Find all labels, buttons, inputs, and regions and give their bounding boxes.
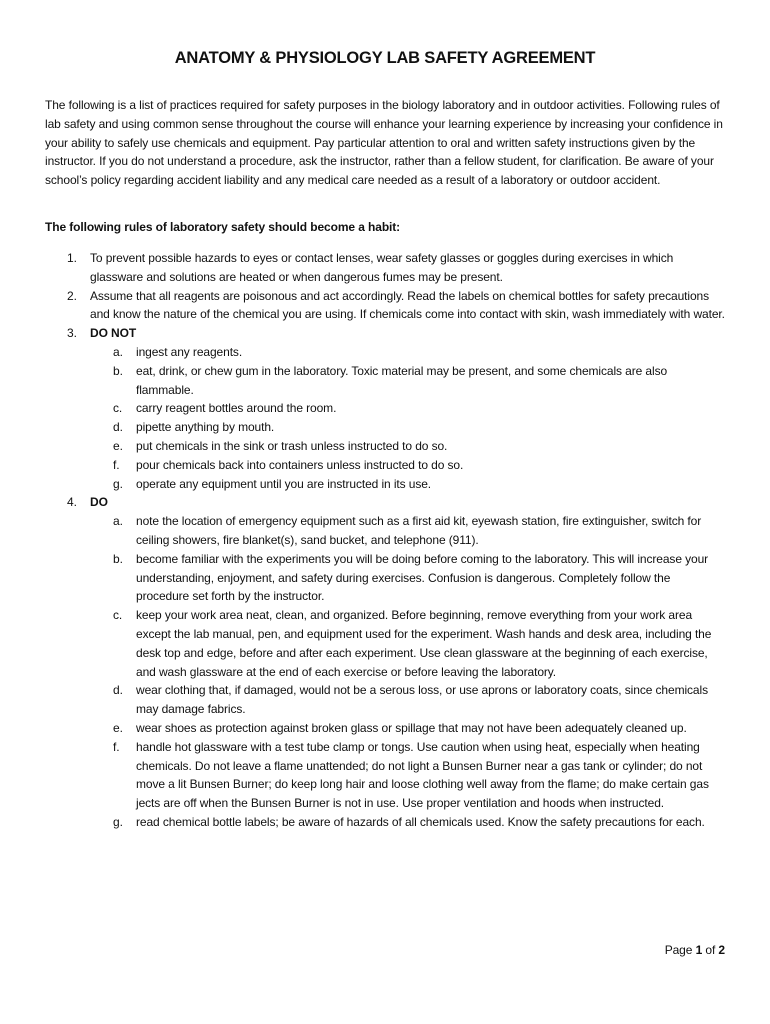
item-letter: e. <box>113 438 123 453</box>
item-text: keep your work area neat, clean, and organized. Before beginning, remove everything from your work area except the lab manual, pen, and equipment used for the experiment. Wash hands and desk area, including the desk top and edge, before and after each experiment. Use clean glassware at the beginning of each exercise, and wash glassware at the end of each exercise or before leaving the laboratory. <box>136 608 712 679</box>
item-text: put chemicals in the sink or trash unless instructed to do so. <box>136 438 448 453</box>
item-text: ingest any reagents. <box>136 344 243 359</box>
item-letter: d. <box>113 683 123 698</box>
list-item <box>45 362 725 400</box>
total-pages: 2 <box>718 943 725 957</box>
item-text: become familiar with the experiments you will be doing before coming to the laboratory. This will increase your understanding, enjoyment, and safety during exercises. Confusion is dangerous. Completely follow the procedure set forth by the instructor. <box>136 551 709 604</box>
do-not-list <box>90 343 725 493</box>
page-title: ANATOMY & PHYSIOLOGY LAB SAFETY AGREEMENT <box>174 49 596 67</box>
item-letter: c. <box>113 401 123 416</box>
rule-heading-do: DO <box>90 495 108 510</box>
item-text: pipette anything by mouth. <box>136 420 275 435</box>
current-page: 1 <box>695 943 703 957</box>
item-text: pour chemicals back into containers unless instructed to do so. <box>136 457 464 472</box>
intro-paragraph: The following is a list of practices required for safety purposes in the biology laboratory and in outdoor activities. Following rules of lab safety and using common sense throughout the course will enhance your learning experience by increasing your confidence in your ability to safely use chemicals and equipment. Pay particular attention to oral and written safety instructions given by the instructor. If you do not understand a procedure, ask the instructor, rather than a fellow student, for clarification. Be aware of your school’s policy regarding accident liability and any medical care needed as a result of a laboratory or outdoor accident. <box>45 98 723 188</box>
rule-number: 3. <box>67 326 77 341</box>
item-text: wear shoes as protection against broken glass or spillage that may not have been adequately cleaned up. <box>136 720 687 735</box>
page-label: Page <box>664 943 693 957</box>
rule-heading-do-not: DO NOT <box>90 326 137 341</box>
list-item <box>45 475 725 494</box>
item-letter: a. <box>113 344 123 359</box>
rule-number: 2. <box>67 288 77 303</box>
item-letter: b. <box>113 551 123 566</box>
list-item <box>45 550 725 606</box>
item-text: carry reagent bottles around the room. <box>136 401 337 416</box>
item-text: wear clothing that, if damaged, would not be a serous loss, or use aprons or laboratory coats, since chemicals may damage fabrics. <box>136 683 708 717</box>
item-text: operate any equipment until you are instructed in its use. <box>136 476 432 491</box>
rule-number: 1. <box>67 251 77 265</box>
list-item <box>45 512 725 550</box>
do-list <box>90 512 725 832</box>
rule-item <box>45 324 725 493</box>
list-item <box>45 437 725 456</box>
item-letter: a. <box>113 514 123 529</box>
rule-text: To prevent possible hazards to eyes or contact lenses, wear safety glasses or goggles during exercises in which glassware and solutions are heated or when dangerous fumes may be present. <box>90 251 674 284</box>
item-letter: f. <box>113 739 120 754</box>
rule-number: 4. <box>67 495 77 510</box>
item-text: handle hot glassware with a test tube clamp or tongs. Use caution when using heat, especially when heating chemicals. Do not leave a flame unattended; do not light a Bunsen Burner near a gas tank or cylinder; do not move a lit Bunsen Burner; do keep long hair and loose clothing well away from the flame; do make certain gas jects are off when the Bunsen Burner is not in use. Use proper ventilation and hoods when instructed. <box>136 739 709 811</box>
page-number <box>665 943 725 957</box>
list-item <box>45 681 725 719</box>
item-letter: c. <box>113 608 123 623</box>
item-letter: e. <box>113 720 123 735</box>
rule-item <box>45 287 725 325</box>
list-item <box>45 399 725 418</box>
item-letter: d. <box>113 420 123 435</box>
list-item <box>45 456 725 475</box>
page-of: of <box>705 943 716 957</box>
item-text: read chemical bottle labels; be aware of hazards of all chemicals used. Know the safety precautions for each. <box>136 814 705 829</box>
item-letter: b. <box>113 363 123 378</box>
rule-item <box>45 493 725 831</box>
item-letter: f. <box>113 457 120 472</box>
rule-item <box>45 249 725 287</box>
list-item <box>45 738 725 813</box>
rule-text: Assume that all reagents are poisonous and act accordingly. Read the labels on chemical bottles for safety precautions and know the nature of the chemical you are using. If chemicals come into contact with skin, wash immediately with water. <box>90 288 725 322</box>
list-item <box>45 606 725 681</box>
list-item <box>45 418 725 437</box>
item-text: eat, drink, or chew gum in the laboratory. Toxic material may be present, and some chemicals are also flammable. <box>136 363 668 397</box>
rules-list <box>45 249 725 832</box>
item-letter: g. <box>113 476 123 491</box>
item-letter: g. <box>113 814 123 829</box>
list-item <box>45 719 725 738</box>
item-text: note the location of emergency equipment such as a first aid kit, eyewash station, fire extinguisher, switch for ceiling showers, fire blanket(s), sand bucket, and telephone (911). <box>136 514 702 547</box>
rules-subheading: The following rules of laboratory safety should become a habit: <box>45 220 401 234</box>
list-item <box>45 343 725 362</box>
list-item <box>45 813 725 832</box>
